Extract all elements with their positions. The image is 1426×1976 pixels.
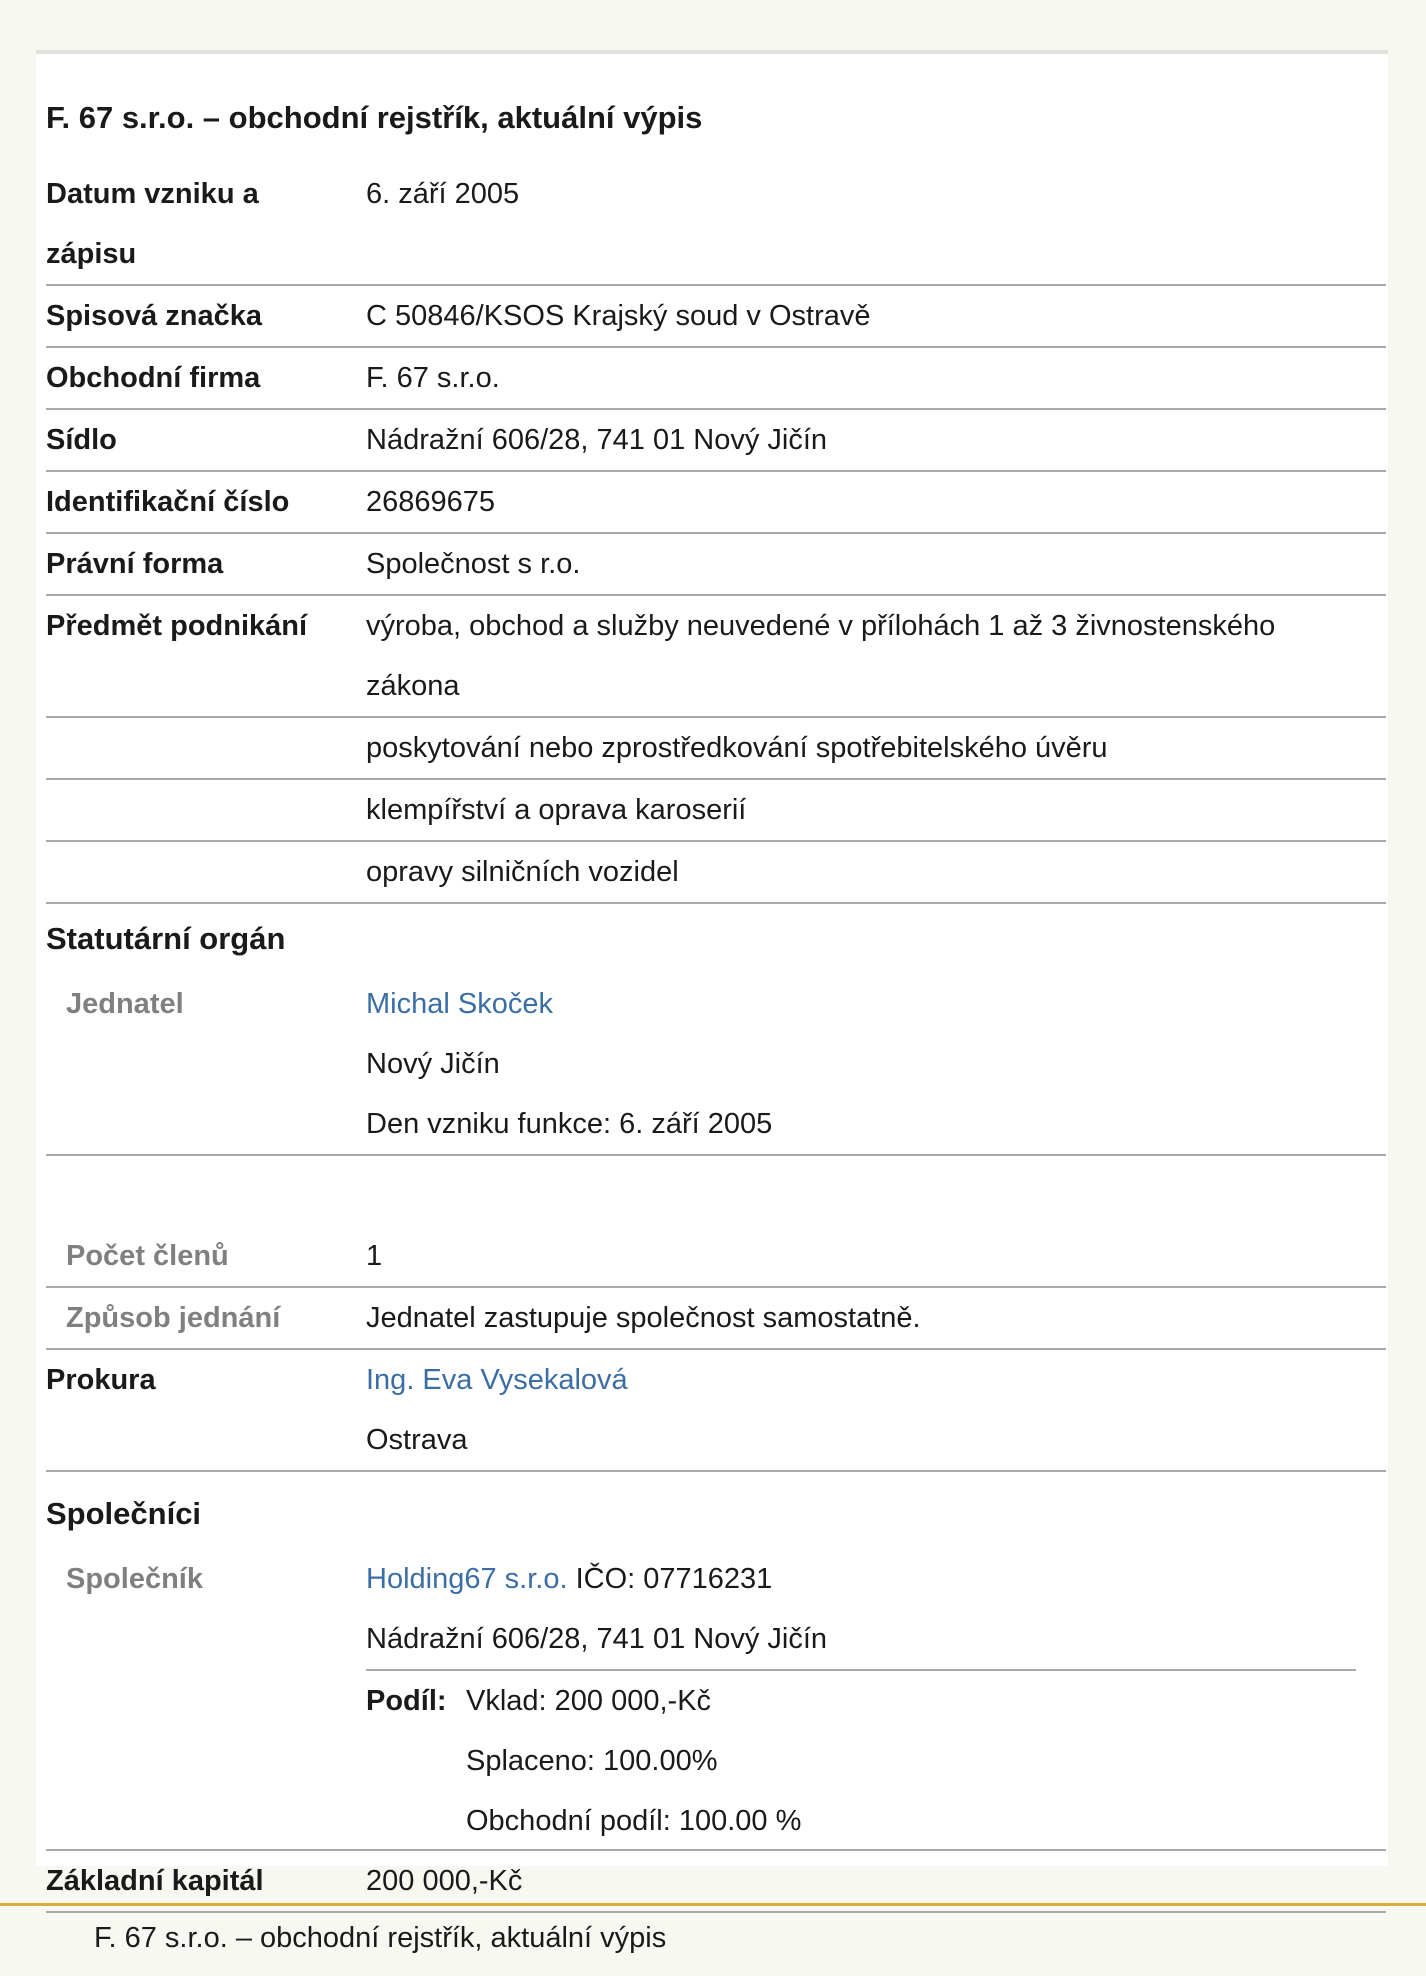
spolecnik-link[interactable]: Holding67 s.r.o. <box>366 1563 568 1595</box>
value-spolecnik <box>366 1549 827 1669</box>
label-spisova-znacka: Spisová značka <box>46 300 262 332</box>
predmet-item-3: klempířství a oprava karoserií <box>366 794 747 826</box>
value-spisova-znacka: C 50846/KSOS Krajský soud v Ostravě <box>366 300 871 332</box>
podil-splaceno: Splaceno: 100.00% <box>466 1745 718 1777</box>
podil-vklad: Vklad: 200 000,-Kč <box>466 1685 712 1717</box>
jednatel-since: Den vzniku funkce: 6. září 2005 <box>366 1108 773 1140</box>
label-sidlo: Sídlo <box>46 424 117 456</box>
row-obchodni-firma <box>46 348 1386 410</box>
label-jednatel: Jednatel <box>66 988 184 1020</box>
podil-label: Podíl: <box>366 1685 447 1717</box>
jednatel-link[interactable]: Michal Skoček <box>366 988 553 1020</box>
prokura-link[interactable]: Ing. Eva Vysekalová <box>366 1364 628 1396</box>
spolecnik-ico: IČO: 07716231 <box>575 1563 773 1595</box>
label-prokura: Prokura <box>46 1364 156 1396</box>
predmet-line-2: zákona <box>366 670 460 702</box>
value-prokura <box>366 1350 628 1470</box>
podil-obchodni: Obchodní podíl: 100.00 % <box>466 1805 802 1837</box>
label-zpusob-jednani: Způsob jednání <box>66 1302 281 1334</box>
record-card <box>36 50 1388 1897</box>
row-spisova-znacka <box>46 286 1386 348</box>
predmet-line-1: výroba, obchod a služby neuvedené v přílohách 1 až 3 živnostenského <box>366 610 1276 642</box>
value-pravni-forma: Společnost s r.o. <box>366 548 581 580</box>
row-prokura <box>46 1350 1386 1472</box>
footer-divider <box>0 1903 1426 1906</box>
jednatel-city: Nový Jičín <box>366 1048 500 1080</box>
value-pocet-clenu: 1 <box>366 1240 383 1272</box>
predmet-item-2: poskytování nebo zprostředkování spotřebitelského úvěru <box>366 732 1108 764</box>
value-zpusob-jednani: Jednatel zastupuje společnost samostatně. <box>366 1302 921 1334</box>
section-statutarni-organ: Statutární orgán <box>46 921 286 956</box>
row-predmet-item-2 <box>46 718 1386 780</box>
label-predmet-podnikani: Předmět podnikání <box>46 610 308 642</box>
row-datum-vzniku <box>46 164 1386 286</box>
value-jednatel <box>366 974 772 1154</box>
row-predmet-podnikani <box>46 596 1386 718</box>
label-datum-vzniku: Datum vzniku a zápisu <box>46 178 259 270</box>
prokura-city: Ostrava <box>366 1424 468 1456</box>
row-pocet-clenu <box>46 1226 1386 1288</box>
row-zpusob-jednani <box>46 1288 1386 1350</box>
footer-title: F. 67 s.r.o. – obchodní rejstřík, aktuální výpis <box>94 1922 667 1954</box>
label-obchodni-firma: Obchodní firma <box>46 362 261 394</box>
row-jednatel <box>46 974 1386 1156</box>
page-title: F. 67 s.r.o. – obchodní rejstřík, aktuální výpis <box>46 100 703 135</box>
row-sidlo <box>46 410 1386 472</box>
row-identifikacni-cislo <box>46 472 1386 534</box>
label-zakladni-kapital: Základní kapitál <box>46 1865 264 1897</box>
label-identifikacni-cislo: Identifikační číslo <box>46 486 290 518</box>
value-zakladni-kapital: 200 000,-Kč <box>366 1865 523 1897</box>
value-datum-vzniku: 6. září 2005 <box>366 178 520 210</box>
row-spolecnik <box>46 1549 1386 1851</box>
row-predmet-item-4 <box>46 842 1386 904</box>
label-pravni-forma: Právní forma <box>46 548 224 580</box>
value-predmet-podnikani <box>366 596 1275 716</box>
value-identifikacni-cislo: 26869675 <box>366 486 496 518</box>
label-pocet-clenu: Počet členů <box>66 1240 229 1272</box>
value-sidlo: Nádražní 606/28, 741 01 Nový Jičín <box>366 424 828 456</box>
predmet-item-4: opravy silničních vozidel <box>366 856 679 888</box>
section-spolecnici: Společníci <box>46 1496 202 1531</box>
podil-values <box>466 1671 801 1851</box>
row-pravni-forma <box>46 534 1386 596</box>
label-spolecnik: Společník <box>66 1563 203 1595</box>
value-obchodni-firma: F. 67 s.r.o. <box>366 362 500 394</box>
row-predmet-item-3 <box>46 780 1386 842</box>
spolecnik-address: Nádražní 606/28, 741 01 Nový Jičín <box>366 1623 828 1655</box>
